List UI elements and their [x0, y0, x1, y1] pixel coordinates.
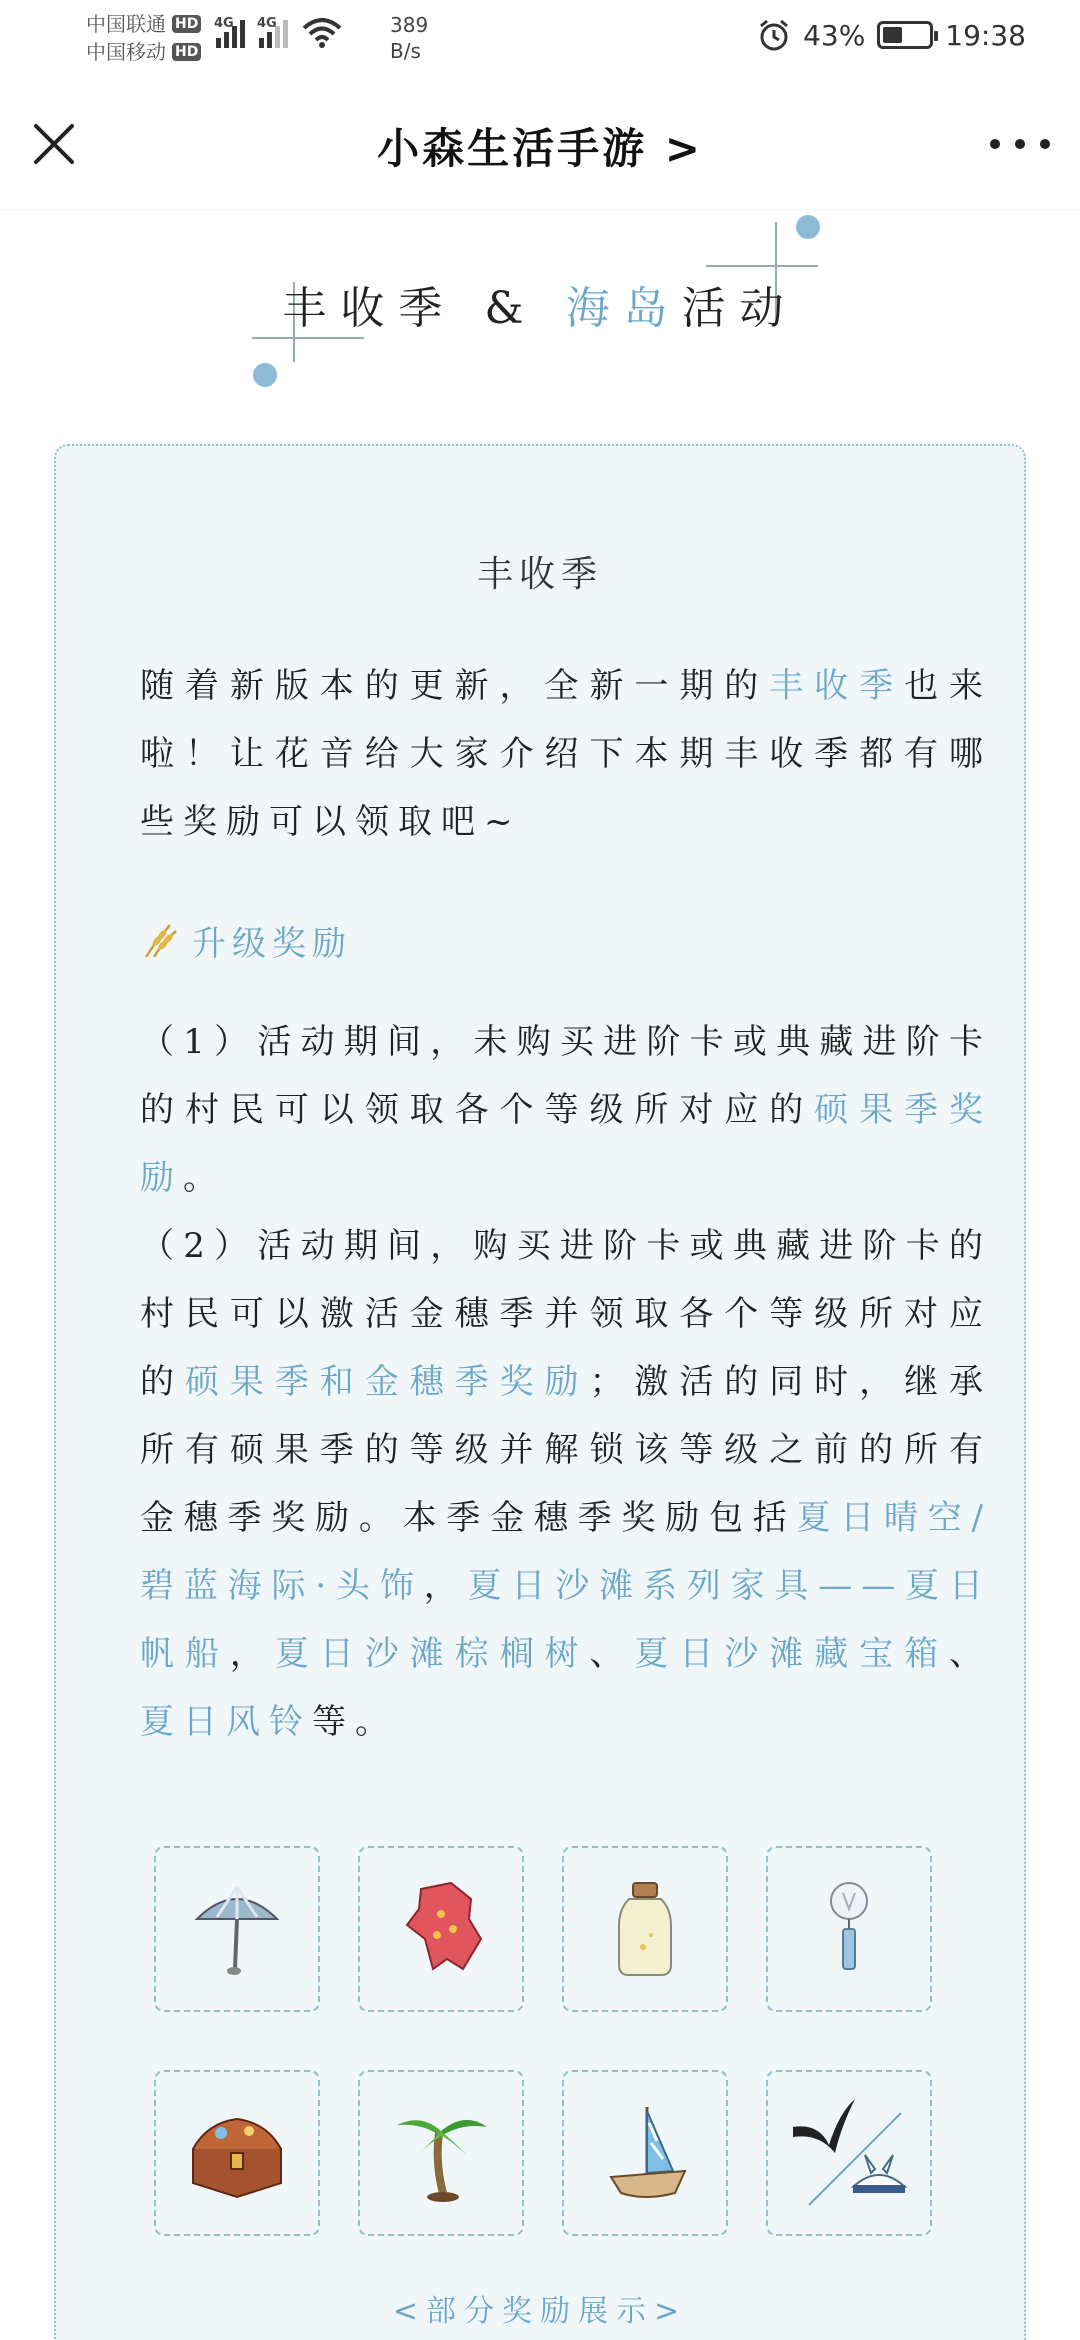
- dot-icon: [1040, 139, 1050, 149]
- upgrade-rewards-heading: 升级奖励: [140, 916, 352, 965]
- sailboat-icon: [585, 2093, 705, 2213]
- dot-icon: [1015, 139, 1025, 149]
- carrier-2: 中国移动: [86, 40, 166, 64]
- signal-indicators: [216, 18, 342, 48]
- dot-icon: [990, 139, 1000, 149]
- signal-icon: 4G: [216, 20, 245, 48]
- reward-paragraph-2: （2）活动期间，购买进阶卡或典藏进阶卡的村民可以激活金穗季并领取各个等级所对应的硕果季和金穗季奖励；激活的同时，继承所有硕果季的等级并解锁该等级之前的所有金穗季奖励。本季金穗季奖励包括夏日晴空/碧蓝海际·头饰，夏日沙滩系列家具——夏日帆船，夏日沙滩棕榈树、夏日沙滩藏宝箱、夏日风铃等。: [140, 1226, 993, 1742]
- reward-paragraph-1: （1）活动期间，未购买进阶卡或典藏进阶卡的村民可以领取各个等级所对应的硕果季奖励。: [140, 1022, 993, 1198]
- reward-tile[interactable]: [766, 2070, 932, 2236]
- hd-badge: HD: [172, 43, 201, 61]
- clock: 19:38: [945, 18, 1026, 52]
- intro-paragraph: 随着新版本的更新，全新一期的丰收季也来啦！让花音给大家介绍下本期丰收季都有哪些奖励可以领取吧~: [140, 666, 993, 842]
- nav-bar: [0, 80, 1080, 210]
- battery-icon: [877, 21, 933, 49]
- reward-tile[interactable]: [766, 1846, 932, 2012]
- reward-tile[interactable]: [154, 2070, 320, 2236]
- alarm-icon: [757, 18, 791, 52]
- battery-percent: 43%: [803, 18, 866, 52]
- wind-chime-icon: [789, 1869, 909, 1989]
- headwear-set-icon: [789, 2093, 909, 2213]
- hd-badge: HD: [172, 15, 201, 33]
- rewards-grid: [154, 1846, 982, 2236]
- article-title: 丰收季 & 海岛活动: [282, 283, 798, 334]
- treasure-chest-icon: [177, 2093, 297, 2213]
- red-starfish-icon: [381, 1869, 501, 1989]
- rewards-caption: <部分奖励展示>: [392, 2294, 688, 2329]
- content-card: [54, 444, 1026, 2340]
- reward-tile[interactable]: [358, 1846, 524, 2012]
- section-title: 丰收季: [455, 546, 625, 597]
- network-speed: 389 B/s: [390, 13, 429, 63]
- reward-tile[interactable]: [562, 1846, 728, 2012]
- reward-tile[interactable]: [358, 2070, 524, 2236]
- wheat-icon: [140, 921, 180, 961]
- carrier-1: 中国联通: [86, 12, 166, 36]
- reward-tile[interactable]: [562, 2070, 728, 2236]
- status-bar: [0, 0, 1080, 80]
- reward-tile[interactable]: [154, 1846, 320, 2012]
- palm-tree-icon: [381, 2093, 501, 2213]
- beach-umbrella-icon: [177, 1869, 297, 1989]
- more-options-button[interactable]: [990, 124, 1050, 164]
- carrier-info: [86, 10, 201, 66]
- account-title-link[interactable]: 小森生活手游 >: [377, 124, 703, 173]
- signal-icon: 4G: [259, 20, 288, 48]
- glass-jar-icon: [585, 1869, 705, 1989]
- wifi-icon: [302, 18, 342, 48]
